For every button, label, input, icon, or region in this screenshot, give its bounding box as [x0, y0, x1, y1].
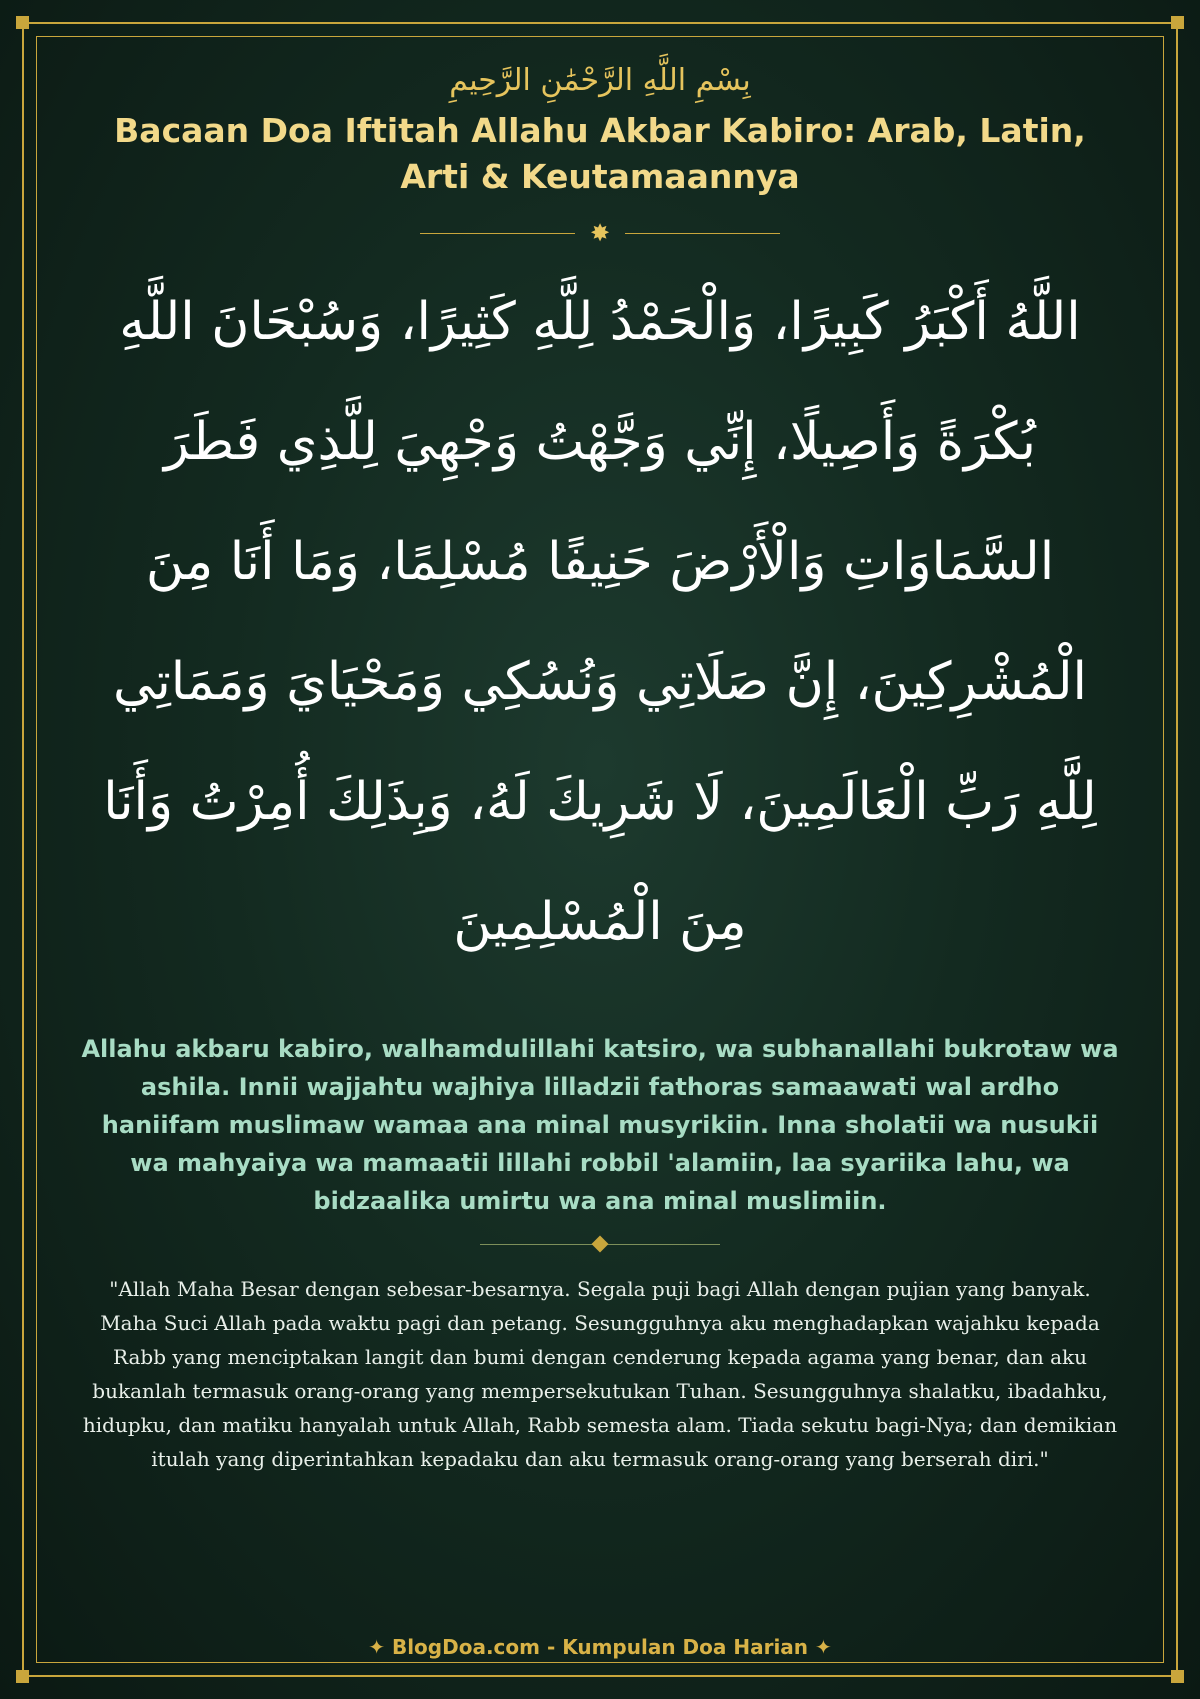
divider-line-right: [625, 233, 780, 234]
diamond-ornament-icon: [592, 1236, 609, 1253]
corner-ornament-top-left: [16, 16, 29, 29]
corner-ornament-bottom-right: [1171, 1670, 1184, 1683]
ornamental-divider: [80, 218, 1120, 248]
divider-line-left: [420, 233, 575, 234]
corner-ornament-top-right: [1171, 16, 1184, 29]
arabic-prayer-text: اللَّهُ أَكْبَرُ كَبِيرًا، وَالْحَمْدُ لِلَّهِ كَثِيرًا، وَسُبْحَانَ اللَّهِ بُكْرَةً وَأَصِيلًا، إِنِّي وَجَّهْتُ وَجْهِيَ لِلَّذِي فَطَرَ السَّمَاوَاتِ وَالْأَرْضَ حَنِيفًا مُسْلِمًا، وَمَا أَنَا مِنَ الْمُشْرِكِينَ، إِنَّ صَلَاتِي وَنُسُكِي وَمَحْيَايَ وَمَمَاتِي لِلَّهِ رَبِّ الْعَالَمِينَ، لَا شَرِيكَ لَهُ، وَبِذَلِكَ أُمِرْتُ وَأَنَا مِنَ الْمُسْلِمِينَ: [103, 292, 1097, 952]
page-title: Bacaan Doa Iftitah Allahu Akbar Kabiro: Arab, Latin, Arti & Keutamaannya: [114, 111, 1086, 196]
star-ornament-icon: ✸: [589, 219, 611, 247]
small-divider: [80, 1234, 1120, 1254]
poster-content: [80, 56, 1120, 1476]
latin-transliteration: Allahu akbaru kabiro, walhamdulillahi katsiro, wa subhanallahi bukrotaw wa ashila. Innii wajjahtu wajhiya lilladzii fathoras samaawati wal ardho haniifam muslimaw wamaa ana minal musyrikiin. Inna sholatii wa nusukii wa mahyaiya wa mamaatii lillahi robbil 'alamiin, laa syariika lahu, wa bidzaalika umirtu wa ana minal muslimiin.: [81, 1035, 1119, 1215]
footer-credit: ✦ BlogDoa.com - Kumpulan Doa Harian ✦: [368, 1635, 832, 1659]
basmalah-heading: بِسْمِ اللَّهِ الرَّحْمَٰنِ الرَّحِيمِ: [449, 63, 751, 98]
corner-ornament-bottom-left: [16, 1670, 29, 1683]
indonesian-translation: "Allah Maha Besar dengan sebesar-besarnya. Segala puji bagi Allah dengan pujian yang banyak. Maha Suci Allah pada waktu pagi dan petang. Sesungguhnya aku menghadapkan wajahku kepada Rabb yang menciptakan langit dan bumi dengan cenderung kepada agama yang benar, dan aku bukanlah termasuk orang-orang yang mempersekutukan Tuhan. Sesungguhnya shalatku, ibadahku, hidupku, dan matiku hanyalah untuk Allah, Rabb semesta alam. Tiada sekutu bagi-Nya; dan demikian itulah yang diperintahkan kepadaku dan aku termasuk orang-orang yang berserah diri.": [82, 1277, 1118, 1471]
